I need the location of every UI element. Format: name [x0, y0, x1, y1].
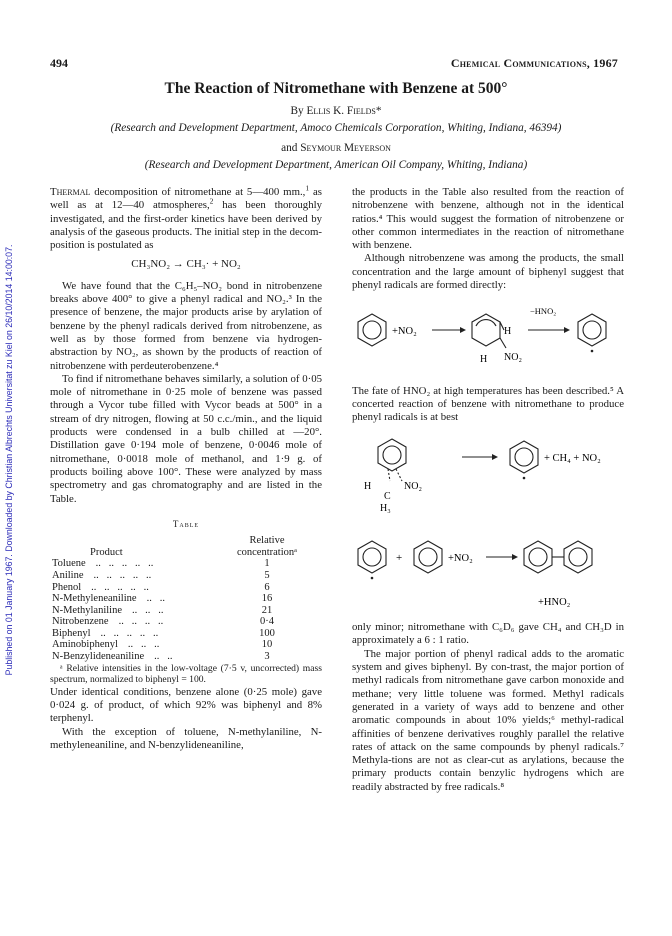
scheme-1: [352, 296, 624, 376]
leader-dots: .. .. .. ..: [118, 616, 164, 628]
scheme-3: [352, 523, 624, 613]
product-name: [52, 605, 227, 617]
product-label: Aminobiphenyl: [52, 639, 118, 651]
left-column: [50, 183, 323, 752]
table-header-row-2: [52, 547, 307, 559]
complex-c: C: [384, 490, 391, 502]
table-body: [52, 558, 307, 662]
ref-1: 1: [305, 183, 310, 193]
reagent-no2-2: +NO₂: [448, 552, 473, 564]
intro-text-a: decomposition of nitromethane at 5—400 mm.,: [90, 186, 306, 198]
leader-dots: .. .. .. .. ..: [100, 627, 159, 639]
product-label: N-Methyleneaniline: [52, 593, 137, 605]
phenyl-radical-3: [358, 541, 386, 573]
right-column: [352, 186, 624, 794]
author-meyerson: Seymour Meyerson: [300, 142, 391, 154]
plus-sign: +: [396, 551, 403, 564]
products-ch4-no2: + CH₄ + NO₂: [544, 452, 601, 464]
product-label: Biphenyl: [52, 627, 91, 639]
table-row: [52, 605, 307, 617]
header-product: Product: [90, 546, 123, 558]
reagent-no2: +NO₂: [392, 326, 417, 338]
product-label: Nitrobenzene: [52, 616, 109, 628]
product-name: [52, 628, 227, 640]
header-concentration: concentrationᵃ: [236, 546, 297, 558]
table-row: [52, 593, 307, 605]
journal-name: Chemical Communications, 1967: [450, 56, 618, 70]
intermediate-no2: NO₂: [504, 352, 522, 364]
leader-dots: .. ..: [154, 651, 173, 663]
intro-text-b: as well as at 12—40 atmospheres,: [50, 186, 322, 212]
table-row: [52, 628, 307, 640]
leader-dots: .. .. .. .. ..: [95, 558, 154, 570]
product-name: [52, 616, 227, 628]
product-name: [52, 651, 227, 663]
leader-dots: .. .. .. .. ..: [93, 569, 152, 581]
table-row: [52, 558, 307, 570]
benzene-ring-2: [414, 541, 442, 573]
paragraph-products: the products in the Table also resulted from the reaction of nitrobenzene with benzene, although not in the identical ratios.⁴ This would suggest the formation of nitrobenzene or other common intermediates in the reaction of nitromethane with benzene.: [352, 186, 624, 252]
complex-h: H: [364, 480, 372, 492]
concentration-value: 6: [264, 581, 270, 593]
product-name: [52, 593, 227, 605]
equation-decomposition: CH₃NO₂ → CH₃· + NO₂: [131, 258, 241, 271]
concentration-value: 10: [261, 639, 273, 651]
scheme-2: [352, 433, 624, 513]
leader-dots: .. .. ..: [131, 604, 164, 616]
concentration-value: 16: [261, 593, 273, 605]
phenyl-radical: [578, 314, 606, 346]
intro-text-c: has been thoroughly investigated, and the first-order kinetics have been derived by analysis of the gaseous products. The initial step in the decom-position is postulated as: [50, 199, 322, 252]
author-fields: Ellis K. Fields*: [306, 105, 382, 117]
affiliation-1: (Research and Development Department, Amoco Chemicals Corporation, Whiting, Indiana, 46394): [110, 122, 562, 134]
concentration-value: 21: [261, 604, 273, 616]
paragraph-cd6: only minor; nitromethane with C₆D₆ gave CH₄ and CH₃D in approximately a 6 : 1 ratio.: [352, 621, 624, 647]
table-footnote: ᵃ Relative intensities in the low-voltage (7·5 v, uncorrected) mass spectrum, normalized to biphenyl = 100.: [50, 662, 322, 686]
product-name: [52, 570, 227, 582]
arrow-1-head: [460, 327, 466, 333]
product-name: [52, 639, 227, 651]
table-header-row: [52, 535, 307, 547]
concentration-value: 0·4: [260, 616, 274, 628]
table-row: [52, 570, 307, 582]
cyclohexadienyl-ring: [472, 314, 506, 348]
products-table: [52, 535, 307, 663]
arrow-2-head: [564, 327, 570, 333]
concentration-value: 100: [259, 627, 275, 639]
product-label: Phenol: [52, 581, 82, 593]
product-label: N-Methylaniline: [52, 604, 122, 616]
download-notice: Published on 01 January 1967. Downloaded by Christian Albrechts Universitat zu Kiel on 26/10/2014 14:00:07.: [4, 244, 14, 676]
affiliation-2: (Research and Development Department, American Oil Company, Whiting, Indiana): [144, 159, 528, 171]
arrow-4-head: [512, 554, 518, 560]
paragraph-intro: [50, 183, 322, 252]
radical-dot: [591, 350, 594, 353]
complex-h3: H₃: [380, 502, 391, 513]
header-relative: Relative: [249, 535, 285, 547]
leader-dots: .. ..: [146, 593, 165, 605]
complex-no2: NO₂: [404, 480, 422, 492]
product-label: Toluene: [52, 558, 86, 570]
concentration-value: 1: [264, 558, 270, 570]
table-caption: Table: [172, 518, 200, 529]
biphenyl: [524, 541, 592, 573]
radical-dot-2: [523, 476, 526, 479]
radical-dot-3: [371, 577, 374, 580]
ref-2: 2: [209, 196, 214, 206]
author-line-1: [0, 105, 672, 117]
paragraph-major-portion: The major portion of phenyl radical adds to the aromatic system and gives biphenyl. By con-trast, the major portion of methyl radicals from nitromethane gave carbon monoxide and methane; very little toluene was formed. Methyl radicals generated in a variety of ways add to benzene and other aromatic compounds in about 10% yields;⁶ methyl-radical affinities of benzene derivatives roughly parallel the relative rates of attack on the same compounds by phenyl radicals.⁷ Methyla-tions are not as clear-cut as arylations, because the primary products contain benzylic hydrogens which are readily abstracted by free radicals.⁸: [352, 647, 624, 793]
concentration-value: 5: [264, 569, 270, 581]
and-word: and: [281, 142, 298, 154]
paragraph-hno2: The fate of HNO₂ at high temperatures has been described.⁵ A concerted reaction of benzene with nitromethane to produce phenyl radicals is at best: [352, 384, 624, 424]
product-name: [52, 582, 227, 594]
paragraph-phenyl: Although nitrobenzene was among the products, the small concentration and the large amount of biphenyl suggest that phenyl radicals are formed directly:: [352, 252, 624, 292]
product-label: N-Benzylideneaniline: [52, 651, 145, 663]
page-number: 494: [50, 56, 68, 70]
paragraph-nitrobenzene: We have found that the C₆H₅–NO₂ bond in nitrobenzene breaks above 400° to give a phenyl radical and NO₂.³ In the presence of benzene, the major products arise by arylation of benzene by the phenyl radicals derived from nitrobenzene, as well as by those formed from benzene via hydrogen-abstraction by NO₂, as shown by the products of reaction of nitrobenzene with perdeuterobenzene.⁴: [50, 279, 322, 372]
intermediate-h: H: [504, 326, 512, 338]
paragraph-experiment: To find if nitromethane behaves similarly, a solution of 0·05 mole of nitromethane in 0·25 mole of benzene was passed through a Vycor tube filled with Vycor beads at 500° in a stream of dry nitrogen, flowing at 50 c.c./min., and the liquid products were condensed in a bulb chilled at —20°. Distillation gave 0·194 mole of benzene, 0·0046 mole of nitromethane, 0·0018 mole of methanol, and 1·9 g. of products boiling above 100°. These were analyzed by mass spectrometry and gas chromatography and are listed in the Table.: [50, 372, 323, 505]
table-row: [52, 616, 307, 628]
concentration-value: 3: [264, 651, 270, 663]
table-row: [52, 651, 307, 663]
paragraph-benzene-alone: Under identical conditions, benzene alone (0·25 mole) gave 0·024 g. of product, of which 92% was biphenyl and 8% terphenyl.: [50, 685, 322, 725]
table-row: [52, 582, 307, 594]
leader-dots: .. .. .. .. ..: [91, 581, 149, 593]
product-hno2: +HNO₂: [538, 596, 571, 608]
by-word: By: [290, 105, 304, 117]
product-label: Aniline: [52, 569, 84, 581]
complex-ring: [378, 439, 406, 481]
header-empty: [52, 535, 227, 547]
article-title: The Reaction of Nitromethane with Benzene at 500°: [164, 80, 508, 97]
author-line-2: [0, 142, 672, 154]
leader-dots: .. .. ..: [127, 639, 160, 651]
lead-word: Thermal: [50, 186, 91, 198]
intermediate-h2: H: [480, 354, 488, 366]
product-name: [52, 558, 227, 570]
arrow-3-head: [492, 454, 498, 460]
minus-hno2: −HNO₂: [530, 306, 557, 317]
phenyl-radical-2: [510, 441, 538, 473]
table-row: [52, 639, 307, 651]
paragraph-exception: With the exception of toluene, N-methylaniline, N-methyleneaniline, and N-benzylideneaniline,: [50, 725, 322, 752]
benzene-ring: [358, 314, 386, 346]
